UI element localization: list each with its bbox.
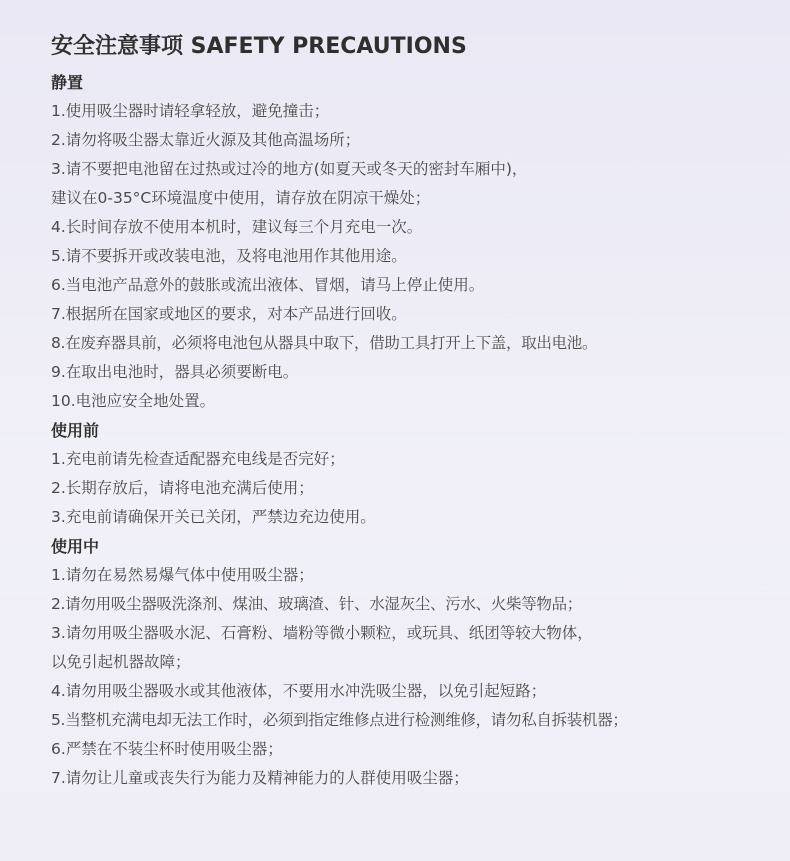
list-item: 2.长期存放后，请将电池充满后使用；: [51, 479, 314, 497]
section-heading-before-use: 使用前: [51, 421, 100, 440]
list-item: 3.请不要把电池留在过热或过冷的地方(如夏天或冬天的密封车厢中)，: [51, 160, 528, 178]
list-item: 以免引起机器故障；: [51, 653, 191, 671]
list-item: 5.请不要拆开或改装电池，及将电池用作其他用途。: [51, 247, 407, 265]
before-use-list: [51, 445, 770, 532]
list-item: 7.根据所在国家或地区的要求，对本产品进行回收。: [51, 305, 407, 323]
section-during-use: [51, 532, 770, 793]
list-item: 1.请勿在易然易爆气体中使用吸尘器；: [51, 566, 314, 584]
list-item: 5.当整机充满电却无法工作时，必须到指定维修点进行检测维修，请勿私自拆装机器；: [51, 711, 628, 729]
list-item: 1.充电前请先检查适配器充电线是否完好；: [51, 450, 345, 468]
list-item: 建议在0-35°C环境温度中使用，请存放在阴凉干燥处；: [51, 189, 431, 207]
list-item: 7.请勿让儿童或丧失行为能力及精神能力的人群使用吸尘器；: [51, 769, 469, 787]
list-item: 1.使用吸尘器时请轻拿轻放，避免撞击；: [51, 102, 330, 120]
list-item: 6.严禁在不装尘杯时使用吸尘器；: [51, 740, 283, 758]
list-item: 2.请勿用吸尘器吸洗涤剂、煤油、玻璃渣、针、水湿灰尘、污水、火柴等物品；: [51, 595, 582, 613]
list-item: 10.电池应安全地处置。: [51, 392, 216, 410]
section-heading-storage: 静置: [51, 73, 84, 92]
list-item: 4.请勿用吸尘器吸水或其他液体，不要用水冲洗吸尘器，以免引起短路；: [51, 682, 547, 700]
list-item: 3.请勿用吸尘器吸水泥、石膏粉、墙粉等微小颗粒，或玩具、纸团等较大物体，: [51, 624, 593, 642]
section-before-use: [51, 416, 770, 532]
list-item: 6.当电池产品意外的鼓胀或流出液体、冒烟，请马上停止使用。: [51, 276, 485, 294]
during-use-list: [51, 561, 770, 793]
section-heading-during-use: 使用中: [51, 537, 100, 556]
section-storage: [51, 68, 770, 416]
list-item: 2.请勿将吸尘器太靠近火源及其他高温场所；: [51, 131, 361, 149]
list-item: 8.在废弃器具前，必须将电池包从器具中取下，借助工具打开上下盖，取出电池。: [51, 334, 598, 352]
storage-list: [51, 97, 770, 416]
list-item: 4.长时间存放不使用本机时，建议每三个月充电一次。: [51, 218, 423, 236]
list-item: 9.在取出电池时，器具必须要断电。: [51, 363, 299, 381]
page-title: 安全注意事项 SAFETY PRECAUTIONS: [51, 34, 467, 59]
list-item: 3.充电前请确保开关已关闭，严禁边充边使用。: [51, 508, 376, 526]
